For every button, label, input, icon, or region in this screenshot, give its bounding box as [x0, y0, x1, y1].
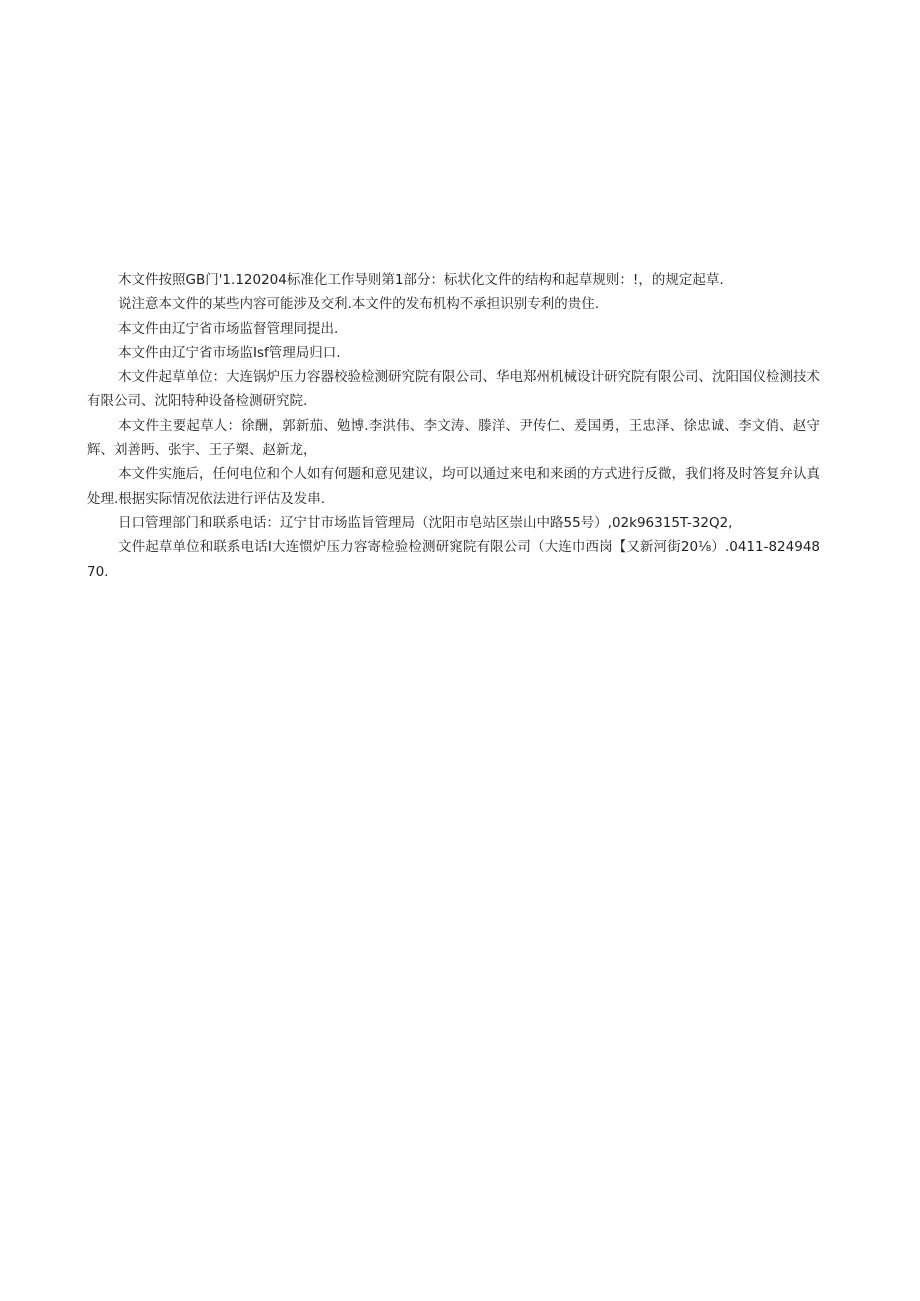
paragraph-patent-notice: 说注意本文件的某些内容可能涉及交利.本文件的发布机构不承担识别专利的贵住. [118, 296, 600, 313]
paragraph-drafting-unit-contact: 文件起草单位和联系电话I大连惯炉压力容寄检验检测研窕院有限公司（大连巾西岗【又新河街20⅛）.0411-82494870. [87, 539, 820, 580]
paragraph-management-contact: 日口管理部门和联系电话：辽宁甘市场监旨管理局（沈阳市皂站区崇山中路55号）,02k96315T-32Q2, [118, 514, 733, 531]
paragraph-drafting-basis: 木文件按照GB门'1.120204标准化工作导则第1部分：标状化文件的结构和起草规则：!，的规定起草. [118, 272, 724, 288]
paragraph-drafting-units: 木文件起草单位：大连锅炉压力容器校验检测研究院有限公司、华电郑州机械设计研究院有限公司、沈阳国仪检测技术有限公司、沈阳特种设备检测研究院. [87, 369, 820, 410]
paragraph-feedback: 本文件实施后，任何电位和个人如有何题和意见建议，均可以通过来电和来函的方式进行反微，我们将及时答复弁认真处理.根据实际情况依法进行评估及发串. [87, 466, 820, 507]
paragraph-administrator: 本文件由辽宁省市场监Isf管理局归口. [118, 344, 341, 361]
paragraph-drafters: 本文件主要起草人：徐酬，郭新茄、勉博.李洪伟、李文涛、滕洋、尹传仁、爰国勇，王忠泽、徐忠诚、李文俏、赵守辉、刘善眄、张宇、王子槊、赵新龙， [87, 417, 820, 459]
foreword-body [87, 268, 820, 584]
paragraph-proposer: 本文件由辽宁省市场监督管理同提出. [118, 320, 339, 337]
